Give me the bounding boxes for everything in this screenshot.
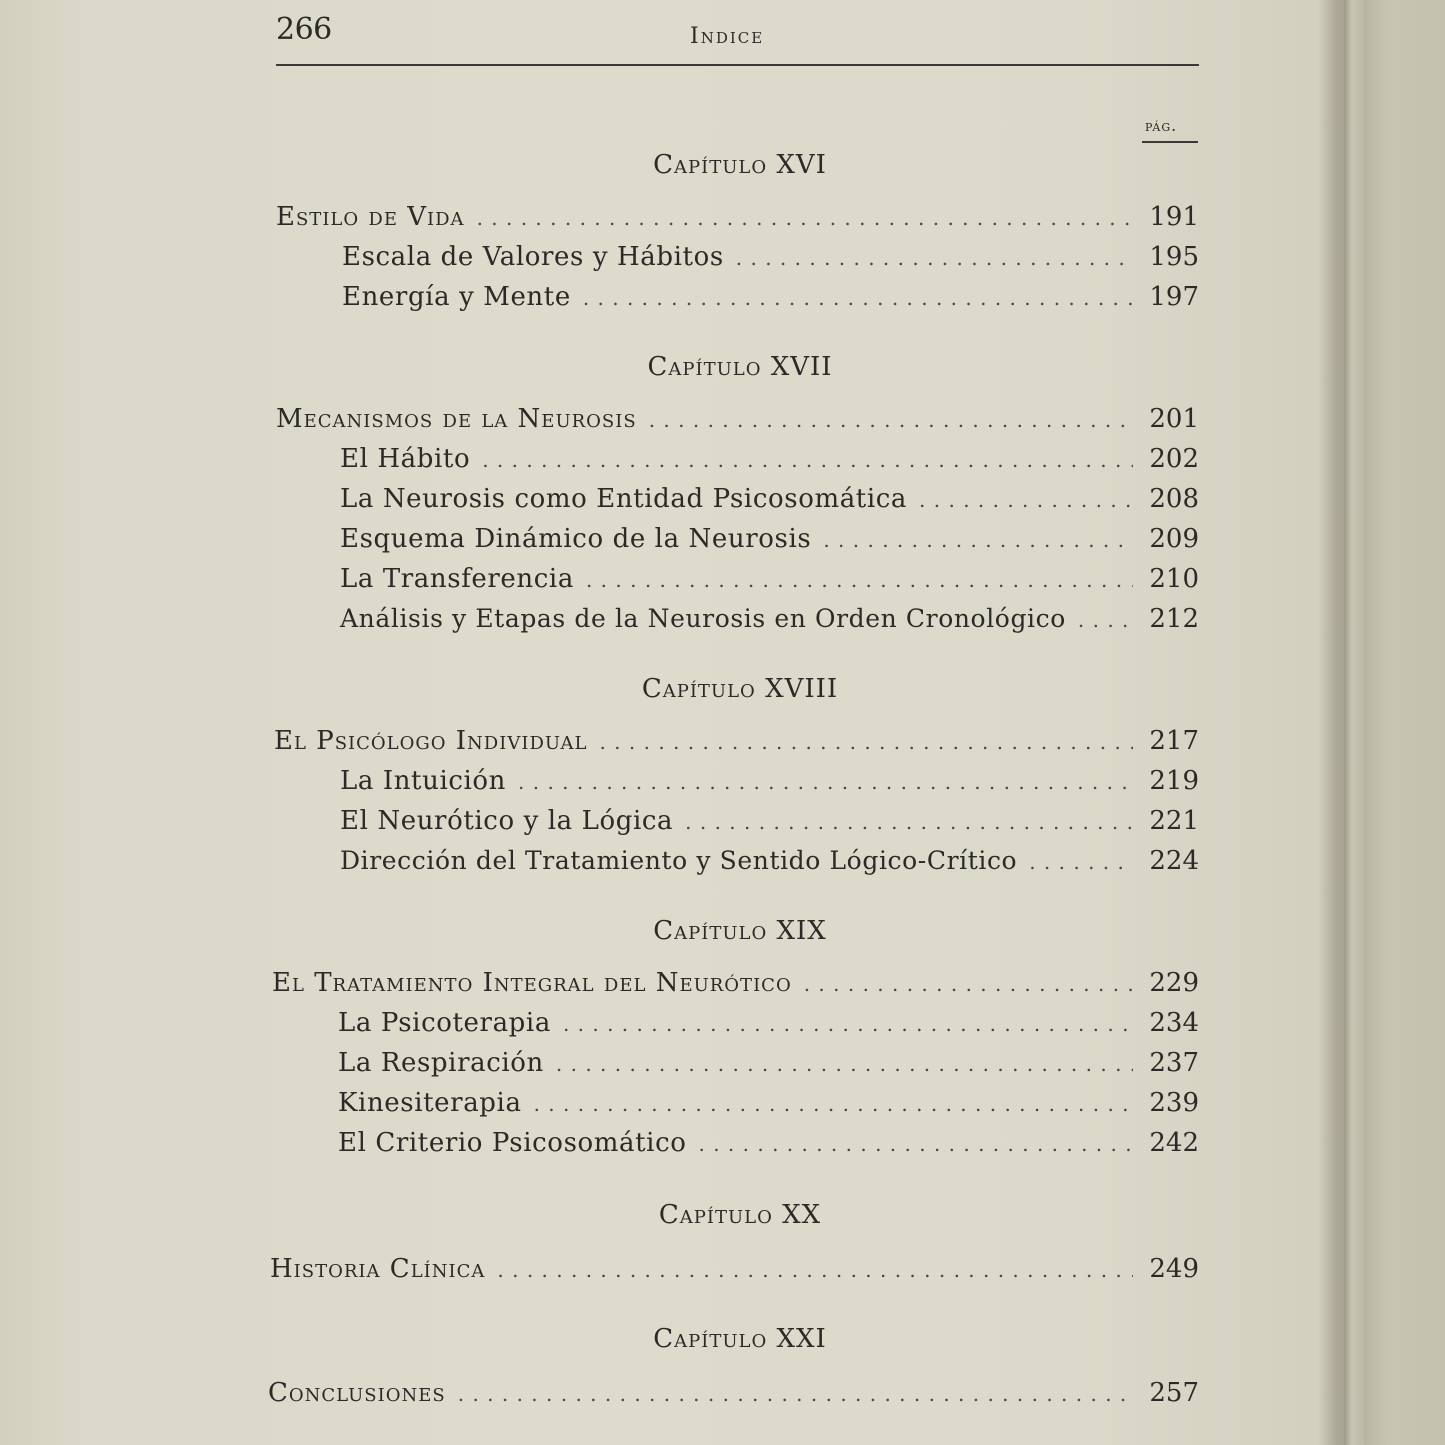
- toc-entry-page: 208: [1149, 484, 1199, 514]
- toc-entry-title: Historia Clínica: [270, 1254, 486, 1284]
- toc-entry-page: 210: [1149, 564, 1199, 594]
- leader-dots: [649, 408, 1133, 432]
- leader-dots: [1029, 850, 1133, 874]
- toc-entry-page: 249: [1149, 1254, 1199, 1284]
- toc-entry: [340, 444, 1199, 480]
- toc-entry-title: La Neurosis como Entidad Psicosomática: [340, 484, 908, 514]
- leader-dots: [1078, 608, 1133, 632]
- toc-entry-title: El Hábito: [340, 444, 471, 474]
- toc-entry-title: Escala de Valores y Hábitos: [342, 242, 724, 272]
- leader-dots: [477, 206, 1133, 230]
- toc-entry-page: 224: [1149, 846, 1199, 876]
- toc-entry: [338, 1088, 1199, 1124]
- toc-entry-page: 221: [1149, 806, 1199, 836]
- leader-dots: [699, 1132, 1134, 1156]
- toc-entry-title: Energía y Mente: [342, 282, 571, 312]
- toc-entry-page: 229: [1149, 968, 1199, 998]
- toc-entry-page: 239: [1149, 1088, 1199, 1118]
- header-rule: [276, 64, 1199, 66]
- leader-dots: [586, 568, 1133, 592]
- toc-entry-title: El Neurótico y la Lógica: [340, 806, 674, 836]
- toc-entry: [340, 564, 1199, 600]
- toc-entry: [340, 806, 1199, 842]
- leader-dots: [482, 448, 1133, 472]
- chapter-heading: Capítulo XVIII: [641, 674, 839, 704]
- toc-entry-title: El Criterio Psicosomático: [338, 1128, 687, 1158]
- toc-entry: [268, 1378, 1199, 1414]
- toc-entry: [270, 1254, 1199, 1290]
- toc-entry-page: 217: [1149, 726, 1199, 756]
- toc-entry-title: La Intuición: [340, 766, 507, 796]
- toc-entry-page: 242: [1149, 1128, 1199, 1158]
- page-column-rule: [1142, 141, 1198, 143]
- toc-entry-page: 202: [1149, 444, 1199, 474]
- leader-dots: [534, 1092, 1133, 1116]
- toc-entry-page: 212: [1149, 604, 1199, 634]
- chapter-heading: Capítulo XX: [658, 1200, 822, 1230]
- toc-entry: [340, 604, 1199, 640]
- chapter-heading: Capítulo XXI: [653, 1324, 827, 1354]
- leader-dots: [599, 730, 1133, 754]
- toc-entry-page: 191: [1149, 202, 1199, 232]
- running-header-title: Indice: [690, 24, 765, 49]
- leader-dots: [736, 246, 1133, 270]
- toc-entry: [276, 202, 1199, 238]
- leader-dots: [458, 1382, 1133, 1406]
- chapter-heading: Capítulo XVI: [653, 150, 827, 180]
- leader-dots: [919, 488, 1133, 512]
- leader-dots: [563, 1012, 1133, 1036]
- toc-entry: [340, 846, 1199, 882]
- toc-entry-page: 201: [1149, 404, 1199, 434]
- toc-entry-page: 234: [1149, 1008, 1199, 1038]
- leader-dots: [556, 1052, 1133, 1076]
- toc-entry-page: 195: [1149, 242, 1199, 272]
- toc-entry: [340, 524, 1199, 560]
- leader-dots: [804, 972, 1133, 996]
- toc-entry: [274, 726, 1199, 762]
- chapter-heading: Capítulo XIX: [653, 916, 827, 946]
- toc-entry-title: Esquema Dinámico de la Neurosis: [340, 524, 812, 554]
- toc-entry-title: Mecanismos de la Neurosis: [276, 404, 637, 434]
- toc-entry: [342, 242, 1199, 278]
- toc-entry-page: 209: [1149, 524, 1199, 554]
- leader-dots: [583, 286, 1133, 310]
- toc-entry: [272, 968, 1199, 1004]
- toc-entry: [340, 766, 1199, 802]
- toc-entry-title: Estilo de Vida: [276, 202, 465, 232]
- toc-entry-page: 257: [1149, 1378, 1199, 1408]
- toc-entry: [338, 1048, 1199, 1084]
- toc-entry-title: La Respiración: [338, 1048, 544, 1078]
- toc-entry: [342, 282, 1199, 318]
- toc-entry-title: La Transferencia: [340, 564, 574, 594]
- toc-entry-title: El Psicólogo Individual: [274, 726, 588, 756]
- toc-entry: [338, 1008, 1199, 1044]
- toc-entry: [338, 1128, 1199, 1164]
- toc-entry-title: La Psicoterapia: [338, 1008, 551, 1038]
- toc-entry-page: 219: [1149, 766, 1199, 796]
- toc-entry: [276, 404, 1199, 440]
- toc-entry-title: Kinesiterapia: [338, 1088, 522, 1118]
- leader-dots: [823, 528, 1133, 552]
- toc-entry-title: Dirección del Tratamiento y Sentido Lógico-Crítico: [340, 846, 1018, 875]
- page-number: 266: [276, 12, 332, 47]
- page-column-label: pág.: [1145, 116, 1178, 135]
- toc-entry-title: Análisis y Etapas de la Neurosis en Orden Cronológico: [340, 604, 1066, 633]
- gutter-shadow: [1318, 0, 1344, 1445]
- toc-entry: [340, 484, 1199, 520]
- toc-entry-title: Conclusiones: [268, 1378, 446, 1408]
- toc-entry-title: El Tratamiento Integral del Neurótico: [272, 968, 792, 998]
- book-spine: [1344, 0, 1364, 1445]
- leader-dots: [497, 1258, 1133, 1282]
- leader-dots: [518, 770, 1133, 794]
- chapter-heading: Capítulo XVII: [647, 352, 833, 382]
- toc-entry-page: 237: [1149, 1048, 1199, 1078]
- toc-entry-page: 197: [1149, 282, 1199, 312]
- facing-page-edge: [1364, 0, 1445, 1445]
- leader-dots: [685, 810, 1133, 834]
